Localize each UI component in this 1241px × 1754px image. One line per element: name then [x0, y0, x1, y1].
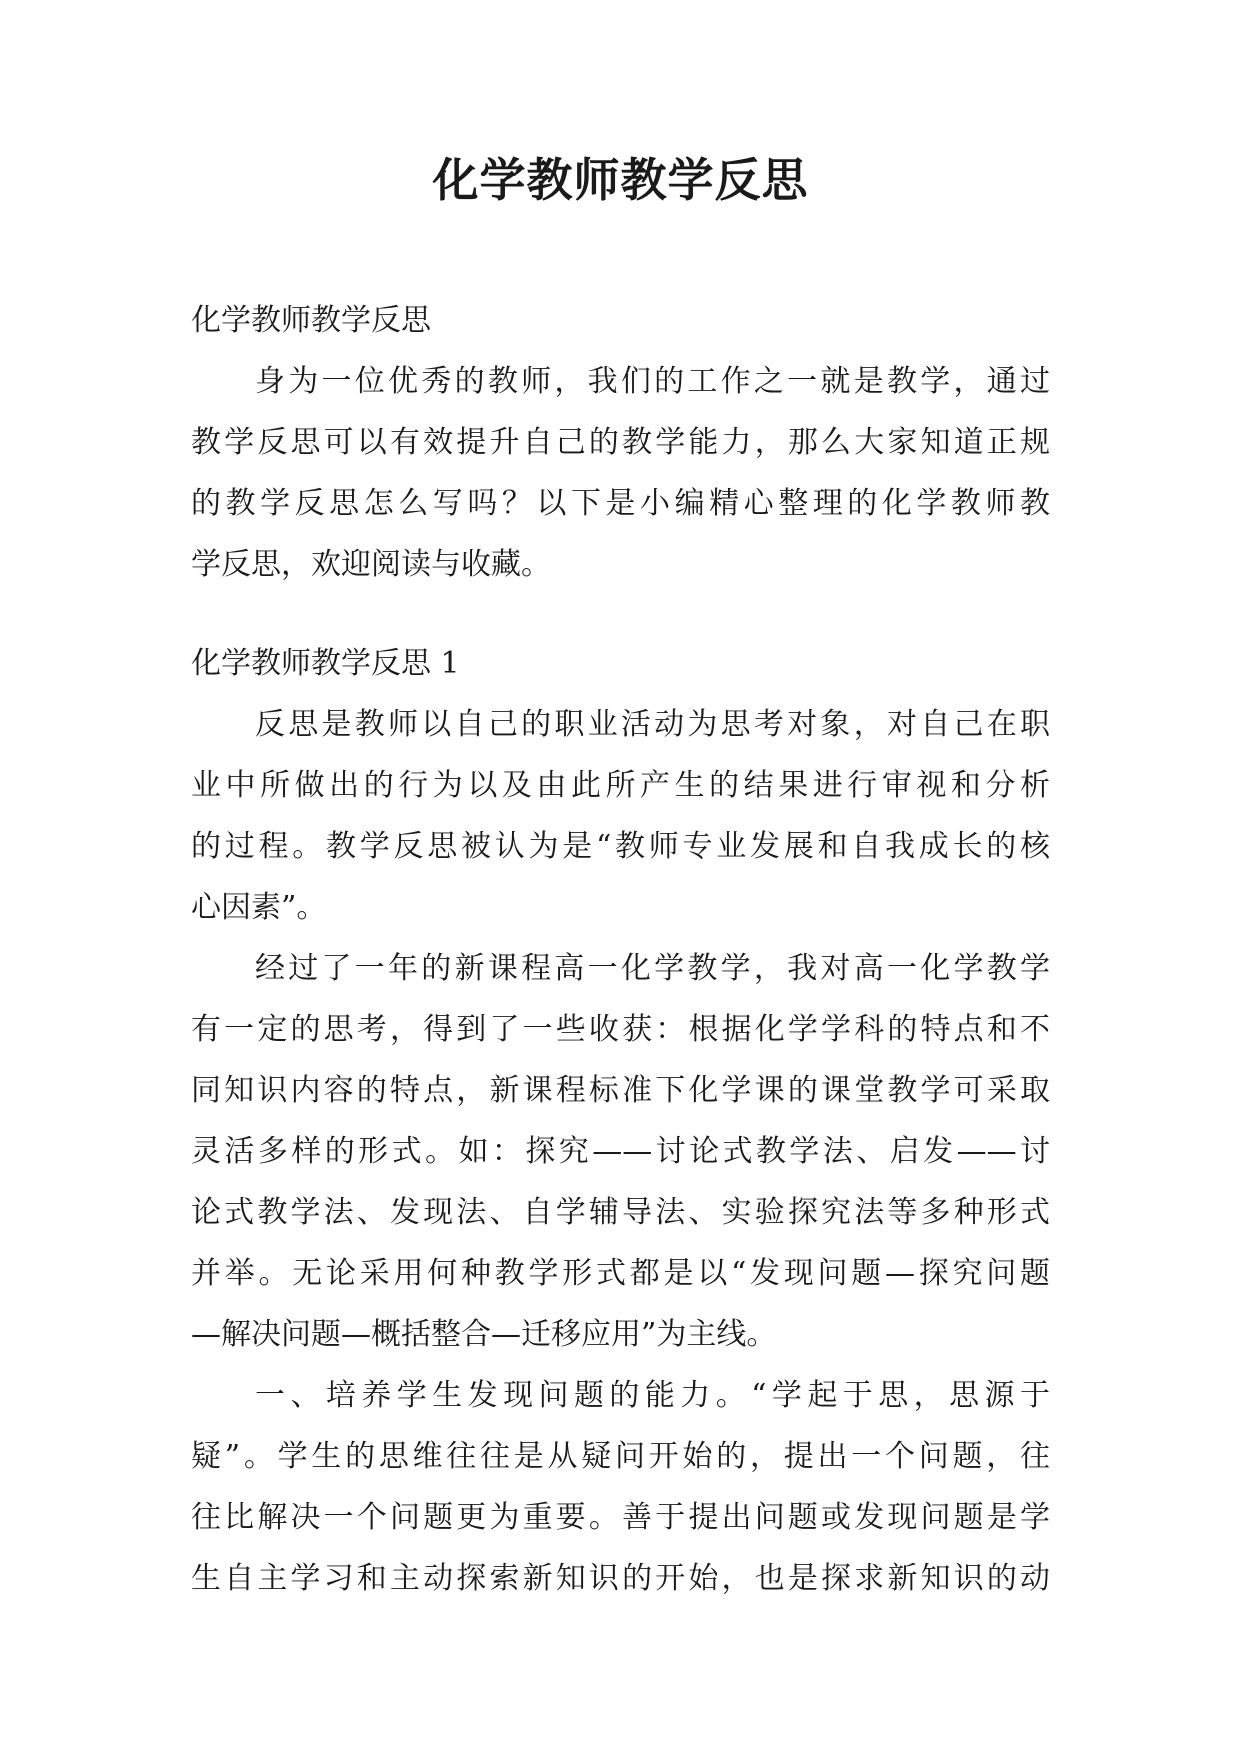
- paragraph-line: 反思是教师以自己的职业活动为思考对象，对自己在职: [255, 707, 1050, 742]
- paragraph-line: 灵活多样的形式。如：探究——讨论式教学法、启发——讨: [191, 1134, 1050, 1169]
- paragraph-line: 同知识内容的特点，新课程标准下化学课的课堂教学可采取: [191, 1073, 1050, 1108]
- intro-line: 身为一位优秀的教师，我们的工作之一就是教学，通过: [255, 364, 1050, 399]
- intro-line: 学反思，欢迎阅读与收藏。: [191, 547, 551, 582]
- intro-heading: 化学教师教学反思: [191, 303, 431, 338]
- paragraph-line: 生自主学习和主动探索新知识的开始，也是探求新知识的动: [191, 1561, 1050, 1596]
- intro-line: 的教学反思怎么写吗？以下是小编精心整理的化学教师教: [191, 486, 1050, 521]
- paragraph-line: 有一定的思考，得到了一些收获：根据化学学科的特点和不: [191, 1012, 1050, 1047]
- paragraph-line: 经过了一年的新课程高一化学教学，我对高一化学教学: [255, 951, 1050, 986]
- document-title: 化学教师教学反思: [432, 153, 809, 207]
- section-gap: [191, 595, 1050, 633]
- paragraph-line: 往比解决一个问题更为重要。善于提出问题或发现问题是学: [191, 1500, 1050, 1535]
- section-heading: 化学教师教学反思 1: [191, 646, 460, 681]
- paragraph-line: 的过程。教学反思被认为是“教师专业发展和自我成长的核: [191, 829, 1050, 864]
- paragraph-line: 论式教学法、发现法、自学辅导法、实验探究法等多种形式: [191, 1195, 1050, 1230]
- intro-line: 教学反思可以有效提升自己的教学能力，那么大家知道正规: [191, 425, 1050, 460]
- paragraph-line: 业中所做出的行为以及由此所产生的结果进行审视和分析: [191, 768, 1050, 803]
- paragraph-line: 并举。无论采用何种教学形式都是以“发现问题—探究问题: [191, 1256, 1050, 1291]
- document-body: [191, 290, 1050, 1609]
- paragraph-line: 心因素”。: [191, 890, 327, 925]
- paragraph-line: —解决问题—概括整合—迁移应用”为主线。: [191, 1317, 777, 1352]
- paragraph-line: 疑”。学生的思维往往是从疑问开始的，提出一个问题，往: [191, 1439, 1050, 1474]
- paragraph-line: 一、培养学生发现问题的能力。“学起于思，思源于: [255, 1378, 1050, 1413]
